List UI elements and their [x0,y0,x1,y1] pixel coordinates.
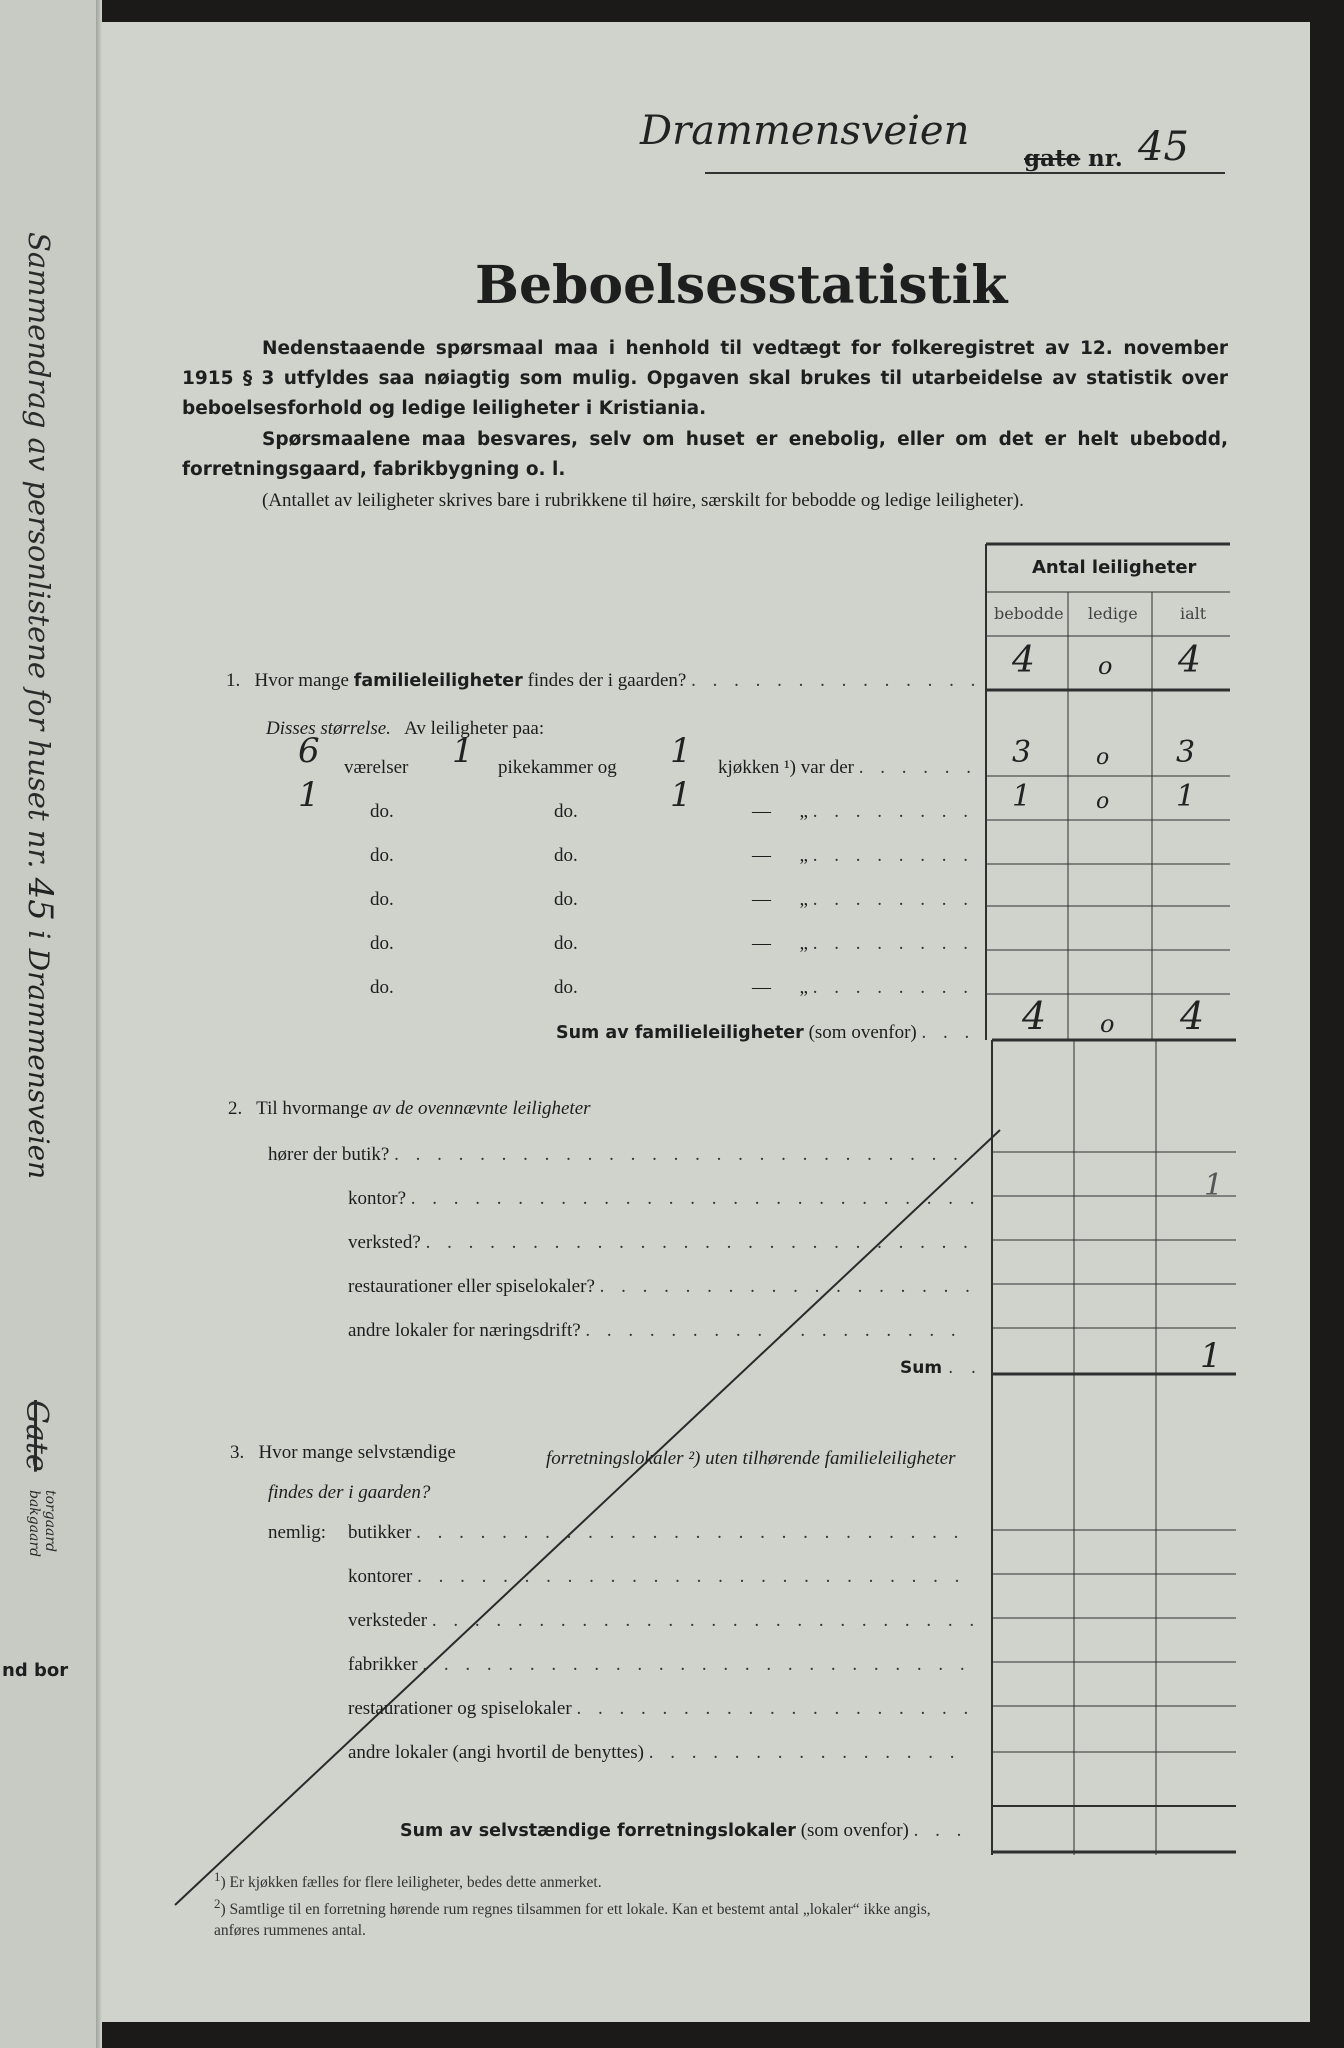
q2-item-label: restaurationer eller spiselokaler? [348,1276,595,1297]
q2-item: verksted? . . . . . . . . . . . . . . . . . . . . . . . . . . [348,1232,974,1253]
q2-text-b: av de ovennævnte leiligheter [372,1098,591,1119]
q1-line: 1. Hvor mange familieleiligheter findes der i gaarden? . . . . . . . . . . . . . . [226,670,982,691]
side-gate: Gate [19,1400,54,1472]
size-row-do-2: do. [554,889,578,910]
q1-sum-ledige: o [1100,1010,1115,1038]
gate-label: gate [1024,145,1081,172]
q3-item-label: fabrikker [348,1654,418,1675]
side-house-nr: 45 [20,877,60,921]
q2-item-ialt: 1 [1204,1168,1224,1203]
q3-sum-line: Sum av selvstændige forretningslokaler (som ovenfor) . . . [400,1820,968,1841]
side-small-2: bakgaard [26,1490,42,1558]
q1-ialt: 4 [1178,640,1201,681]
q3-item-label: restaurationer og spiselokaler [348,1698,572,1719]
q1-sum-label-a: Sum av familieleiligheter [556,1023,804,1043]
q3-sum-label-b: (som ovenfor) [800,1820,909,1841]
size-row-dash: — [752,801,771,822]
side-street: Drammensveien [22,948,55,1180]
intro-paragraph-2: Spørsmaalene maa besvares, selv om huset er enebolig, eller om det er helt ubebodd, forretningsgaard, fabrikbygning o. l. [182,429,1228,480]
col-ialt: ialt [1180,604,1207,623]
table-header: Antal leiligheter [1032,557,1197,578]
size-row-ialt: 3 [1176,735,1196,770]
size-row-kitchen: 1 [670,775,692,815]
footnote-1-text: Er kjøkken fælles for flere leiligheter, bedes dette anmerket. [229,1874,602,1892]
size-row-bebodde: 3 [1012,735,1032,770]
q3-num: 3. [230,1442,245,1463]
side-bottom-text: nd bor [2,1660,69,1681]
q1-text-b: familieleiligheter [353,671,523,691]
q3-item: butikker . . . . . . . . . . . . . . . . . . . . . . . . . . [348,1522,965,1543]
size-row-pike: 1 [452,731,474,771]
size-row-dash: — [752,977,771,998]
size-row-bebodde: 1 [1012,779,1032,814]
footnotes [214,1866,974,1941]
size-row-ialt: 1 [1176,779,1196,814]
q1-num: 1. [226,670,241,691]
col-bebodde: bebodde [994,604,1064,623]
size-row-dash: — [752,889,771,910]
q3-item-label: butikker [348,1522,412,1543]
size-row-do-2: do. [554,845,578,866]
q3-item: kontorer . . . . . . . . . . . . . . . . . . . . . . . . . . [348,1566,966,1587]
q1-sum-ialt: 4 [1180,994,1205,1038]
footnote-1: $^1$) Er kjøkken fælles for flere leiligheter, bedes dette anmerket. [214,1869,602,1892]
size-row-tail: — „ . . . . . . . . [752,889,974,910]
side-caption-text: Sammendrag av personlistene for huset nr. [22,232,56,869]
size-row-tail: — „ . . . . . . . . [752,977,974,998]
q3-text-b: forretningslokaler ²) uten tilhørende familieleiligheter findes der i gaarden? [268,1448,956,1503]
intro-paragraph-3: (Antallet av leiligheter skrives bare i rubrikkene til høire, særskilt for bebodde og ledige leiligheter). [262,490,1024,511]
q2-item-label: verksted? [348,1232,421,1253]
size-row-tail: — „ . . . . . . . . [752,845,974,866]
size-row-ledige: o [1096,789,1110,814]
size-row-quote: „ [799,801,808,822]
size-row-quote: „ [799,933,808,954]
q2-item: restaurationer eller spiselokaler? . . . . . . . . . . . . . . . . . . [348,1276,976,1297]
house-number: 45 [1138,124,1189,170]
size-row-do-2: do. [554,801,578,822]
q1-text-c: findes der i gaarden? [527,670,687,691]
q1-sum-line: Sum av familieleiligheter (som ovenfor) . . . [556,1022,976,1043]
q2-item: hører der butik? . . . . . . . . . . . . . . . . . . . . . . . . . . . [268,1144,964,1165]
q1-size-label: Disses størrelse. [266,718,391,739]
q1-size-text: Av leiligheter paa: [404,718,545,739]
size-row-do-1: do. [370,801,394,822]
intro-paragraph-1: Nedenstaaende spørsmaal maa i henhold til vedtægt for folkeregistret av 12. november 1915 § 3 utfyldes saa nøiagtig som mulig. Opgaven skal brukes til utarbeidelse av statistik over beboelsesforhold og ledige leiligheter i Kristiania. [182,338,1228,419]
size-row-quote: „ [799,845,808,866]
q3-text-a: Hvor mange selvstændige [258,1442,456,1463]
size-row-quote: „ [799,977,808,998]
size-row-quote: „ [799,889,808,910]
q3-sum-label-a: Sum av selvstændige forretningslokaler [400,1821,796,1841]
size-row-tail: — „ . . . . . . . . [752,933,974,954]
q1-sum-bebodde: 4 [1022,994,1047,1038]
footnote-2-text: Samtlige til en forretning hørende rum regnes tilsammen for ett lokale. Kan et bestemt antal „lokaler“ ikke angis, anføres rummenes antal. [214,1901,931,1940]
size-row-do-2: do. [554,933,578,954]
q3-item: verksteder . . . . . . . . . . . . . . . . . . . . . . . . . . [348,1610,981,1631]
size-row-do-2: do. [554,977,578,998]
q2-item-label: andre lokaler for næringsdrift? [348,1320,581,1341]
size-row-do-1: do. [370,845,394,866]
size-row-kitchen-text: kjøkken ¹) var der [718,757,855,778]
size-row-do-1: do. [370,889,394,910]
q1-bebodde: 4 [1012,640,1035,681]
q2-item: andre lokaler for næringsdrift? . . . . . . . . . . . . . . . . . . [348,1320,962,1341]
street-name-handwritten: Drammensveien [640,108,970,154]
side-i: i [22,930,56,940]
q2-sum-label: Sum [900,1358,943,1378]
size-row-kitchen-label: kjøkken ¹) var der . . . . . . [718,757,978,778]
size-row-rooms: 6 [298,731,320,771]
q3-item-label: andre lokaler (angi hvortil de benyttes) [348,1742,644,1763]
q2-line [228,1098,591,1120]
size-row-dash: — [752,933,771,954]
q2-num: 2. [228,1098,243,1119]
q3-nemlig: nemlig: [268,1522,327,1543]
q1-text-a: Hvor mange [254,670,349,691]
nr-label: nr. [1088,145,1123,172]
q1-sum-label-b: (som ovenfor) [808,1022,917,1043]
size-row-ledige: o [1096,745,1110,770]
q3-item: andre lokaler (angi hvortil de benyttes) . . . . . . . . . . . . . . . [348,1742,961,1763]
q2-sum-line: Sum . . [900,1358,983,1378]
q2-text-a: Til hvormange [256,1098,368,1119]
q2-item-label: hører der butik? [268,1144,390,1165]
size-row-rooms: 1 [298,775,320,815]
page-title: Beboelsesstatistik [475,255,1008,316]
q2-sum-ialt: 1 [1200,1336,1222,1376]
size-row-do-1: do. [370,977,394,998]
col-ledige: ledige [1088,604,1138,623]
footnote-2: $^2$) Samtlige til en forretning hørende rum regnes tilsammen for ett lokale. Kan et bestemt antal „lokaler“ ikke angis, anføres rummenes antal. [214,1896,931,1940]
q2-item: kontor? . . . . . . . . . . . . . . . . . . . . . . . . . . . [348,1188,981,1209]
size-row-dash: — [752,845,771,866]
size-row-kitchen: 1 [670,731,692,771]
side-small-1: torgaard [42,1490,58,1553]
q3-item: fabrikker . . . . . . . . . . . . . . . . . . . . . . . . . . [348,1654,971,1675]
q3-item-label: verksteder [348,1610,428,1631]
size-row-do-1: do. [370,933,394,954]
q3-item-label: kontorer [348,1566,413,1587]
size-row-rooms-label: værelser [344,757,409,778]
q2-item-label: kontor? [348,1188,407,1209]
size-row-tail: — „ . . . . . . . . [752,801,974,822]
q1-ledige: o [1098,652,1113,680]
q3-item: restaurationer og spiselokaler . . . . . . . . . . . . . . . . . . . [348,1698,975,1719]
size-row-pike-label: pikekammer og [498,757,617,778]
